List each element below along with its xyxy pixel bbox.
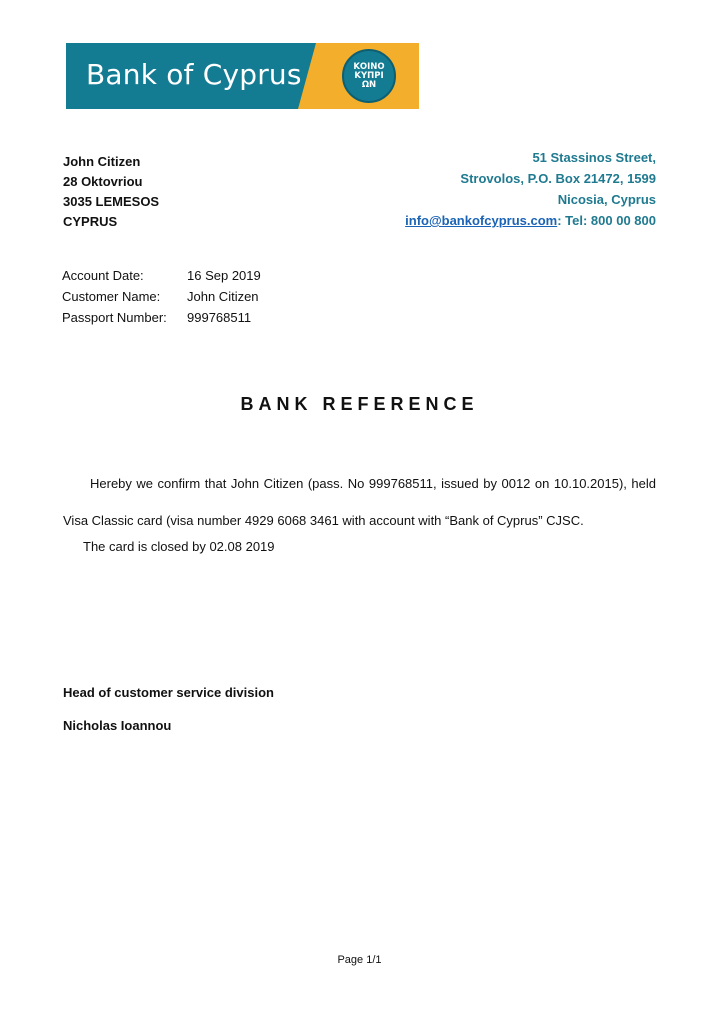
bank-telephone: : Tel: 800 00 800 [557, 213, 656, 228]
emblem-line-2: ΚΥΠΡΙ [354, 70, 384, 81]
bank-address-line3: Nicosia, Cyprus [557, 192, 656, 207]
body-paragraph-card-closed: The card is closed by 02.08 2019 [83, 539, 275, 554]
emblem-line-1: ΚΟΙΝΟ [353, 61, 385, 72]
bank-address [405, 147, 656, 231]
bank-contact-line [405, 210, 656, 231]
signature-block [63, 683, 274, 736]
document-title: BANK REFERENCE [240, 394, 479, 414]
emblem-line-3: ΩΝ [361, 79, 377, 90]
page-number: Page 1/1 [337, 954, 382, 966]
bank-email-link[interactable]: info@bankofcyprus.com [405, 213, 558, 228]
body-paragraph-confirmation: Hereby we confirm that John Citizen (pass. No 999768511, issued by 0012 on 10.10.2015), held Visa Classic card (visa number 4929 6068 3461 with account with “Bank of Cyprus” CJSC. [63, 476, 656, 528]
signatory-name: Nicholas Ioannou [63, 718, 172, 733]
recipient-name: John Citizen [63, 154, 141, 169]
info-label: Passport Number: [62, 310, 167, 325]
logo-text: Bank of Cyprus [86, 58, 302, 91]
info-row-passport-number [62, 307, 261, 328]
info-table [62, 265, 261, 328]
info-value: John Citizen [187, 289, 259, 304]
info-value: 999768511 [187, 310, 252, 325]
recipient-street: 28 Oktovriou [63, 174, 143, 189]
bank-address-line1: 51 Stassinos Street, [532, 150, 656, 165]
bank-logo [66, 43, 419, 109]
info-label: Customer Name: [62, 289, 161, 304]
logo-emblem-icon [342, 49, 396, 103]
bank-address-line2: Strovolos, P.O. Box 21472, 1599 [460, 171, 656, 186]
recipient-city: 3035 LEMESOS [63, 194, 160, 209]
info-value: 16 Sep 2019 [187, 268, 261, 283]
info-row-customer-name [62, 286, 261, 307]
recipient-country: CYPRUS [63, 214, 118, 229]
info-row-account-date [62, 265, 261, 286]
info-label: Account Date: [62, 268, 144, 283]
recipient-address [63, 152, 159, 232]
signatory-title: Head of customer service division [63, 685, 274, 700]
